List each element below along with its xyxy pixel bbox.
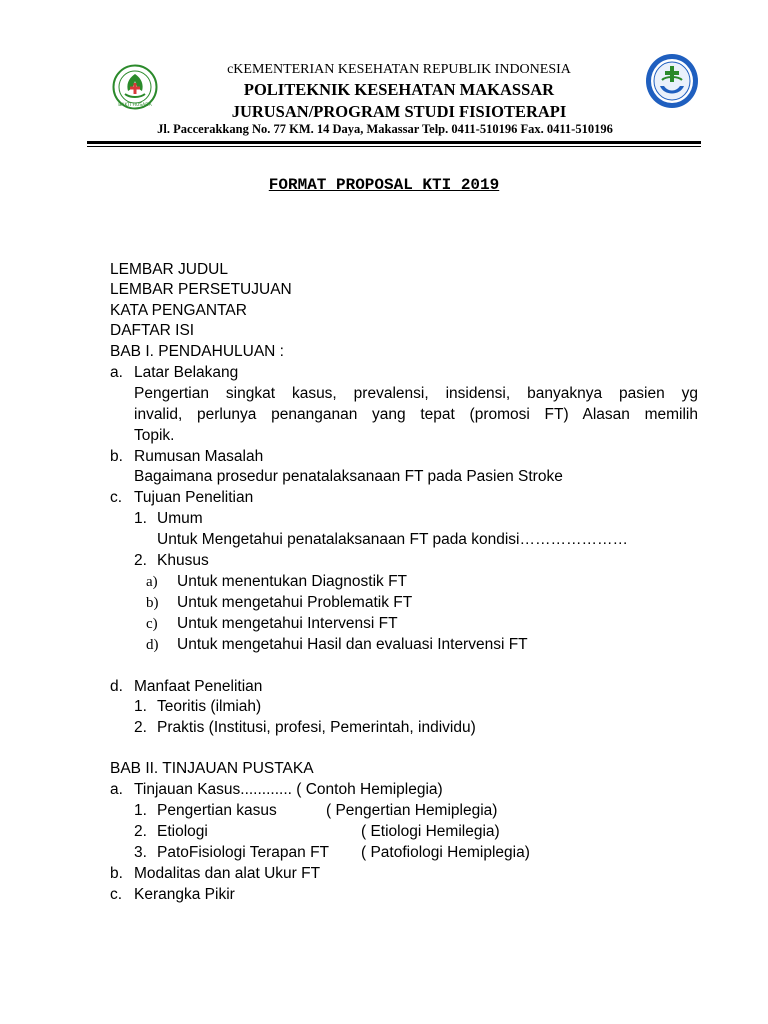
- list-marker: a.: [110, 364, 123, 381]
- section-heading: Kerangka Pikir: [134, 886, 235, 903]
- section-text: Bagaimana prosedur penatalaksanaan FT pada Pasien Stroke: [134, 468, 563, 485]
- front-matter-item: KATA PENGANTAR: [110, 302, 247, 319]
- document-title: FORMAT PROPOSAL KTI 2019: [268, 176, 500, 194]
- list-marker: 1.: [134, 510, 147, 527]
- list-marker: d.: [110, 678, 123, 695]
- list-marker: d): [146, 637, 159, 653]
- section-heading: Latar Belakang: [134, 364, 239, 381]
- institution-name: POLITEKNIK KESEHATAN MAKASSAR: [243, 80, 555, 99]
- subsection-text: Untuk Mengetahui penatalaksanaan FT pada kondisi…………………: [157, 531, 628, 548]
- section-heading: Tujuan Penelitian: [134, 489, 254, 506]
- front-matter-item: LEMBAR PERSETUJUAN: [110, 281, 292, 298]
- list-marker: 2.: [134, 823, 147, 840]
- list-item: Untuk mengetahui Hasil dan evaluasi Intervensi FT: [177, 636, 528, 653]
- list-item: Pengertian kasus: [157, 802, 277, 819]
- subsection-heading: Umum: [157, 510, 203, 527]
- list-item: Untuk mengetahui Intervensi FT: [177, 615, 398, 632]
- header-divider-thin: [87, 146, 701, 147]
- front-matter-item: DAFTAR ISI: [110, 322, 195, 339]
- list-marker: 2.: [134, 552, 147, 569]
- list-marker: c.: [110, 489, 123, 506]
- list-item-example: ( Patofiologi Hemiplegia): [361, 844, 530, 861]
- list-item: PatoFisiologi Terapan FT: [157, 844, 330, 861]
- list-marker: 3.: [134, 844, 147, 861]
- chapter-1-heading: BAB I. PENDAHULUAN :: [110, 343, 284, 360]
- list-item: Teoritis (ilmiah): [157, 698, 262, 715]
- list-marker: c): [146, 616, 158, 632]
- front-matter-item: LEMBAR JUDUL: [110, 261, 228, 278]
- section-heading: Rumusan Masalah: [134, 448, 264, 465]
- list-marker: 1.: [134, 698, 147, 715]
- logo-text: BAKTI HUSADA: [118, 103, 152, 108]
- paragraph-line: invalid, perlunya penanganan yang tepat (promosi FT) Alasan memilih: [134, 406, 698, 423]
- section-paragraph: [134, 383, 698, 446]
- bakti-husada-logo-icon: [112, 64, 158, 110]
- paragraph-line: Pengertian singkat kasus, prevalensi, insidensi, banyaknya pasien yg: [134, 385, 698, 402]
- list-item: Untuk menentukan Diagnostik FT: [177, 573, 408, 590]
- poltekkes-makassar-logo-icon: [644, 52, 700, 110]
- ministry-name: cKEMENTERIAN KESEHATAN REPUBLIK INDONESIA: [227, 62, 571, 77]
- subsection-heading: Khusus: [157, 552, 209, 569]
- list-marker: b.: [110, 865, 123, 882]
- section-heading: Modalitas dan alat Ukur FT: [134, 865, 321, 882]
- list-item-example: ( Pengertian Hemiplegia): [326, 802, 498, 819]
- list-marker: a.: [110, 781, 123, 798]
- list-marker: 1.: [134, 802, 147, 819]
- list-marker: a): [146, 574, 158, 590]
- list-item: Etiologi: [157, 823, 208, 840]
- list-item: Praktis (Institusi, profesi, Pemerintah, individu): [157, 719, 476, 736]
- section-heading: Tinjauan Kasus............ ( Contoh Hemiplegia): [134, 781, 443, 798]
- list-item-example: ( Etiologi Hemilegia): [361, 823, 500, 840]
- section-heading: Manfaat Penelitian: [134, 678, 263, 695]
- chapter-2-heading: BAB II. TINJAUAN PUSTAKA: [110, 760, 314, 777]
- list-marker: 2.: [134, 719, 147, 736]
- list-marker: b): [146, 595, 159, 611]
- department-name: JURUSAN/PROGRAM STUDI FISIOTERAPI: [231, 102, 567, 121]
- paragraph-line: Topik.: [134, 427, 175, 444]
- institution-address: Jl. Paccerakkang No. 77 KM. 14 Daya, Makassar Telp. 0411-510196 Fax. 0411-510196: [157, 122, 613, 136]
- list-marker: c.: [110, 886, 123, 903]
- list-item: Untuk mengetahui Problematik FT: [177, 594, 413, 611]
- list-marker: b.: [110, 448, 123, 465]
- header-divider-thick: [87, 141, 701, 144]
